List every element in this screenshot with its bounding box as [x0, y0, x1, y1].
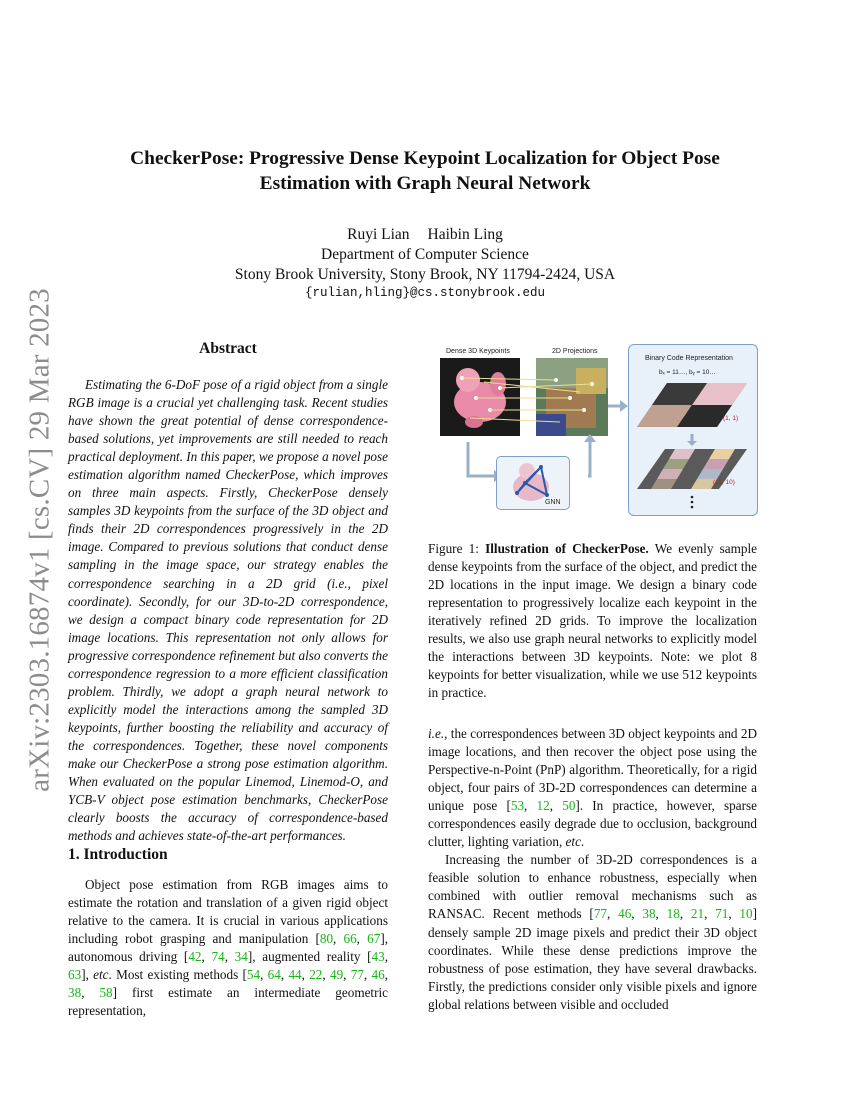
figure-1	[440, 344, 756, 514]
introduction-body	[68, 876, 388, 1020]
citation-link[interactable]: 80	[319, 931, 334, 947]
citation-link[interactable]: 67	[367, 931, 381, 947]
arxiv-identifier: arXiv:2303.16874v1 [cs.CV] 29 Mar 2023	[23, 288, 56, 792]
citation-link[interactable]: 49	[329, 967, 344, 983]
citation-link[interactable]: 74	[211, 949, 225, 965]
caption-bold-title: Illustration of CheckerPose.	[485, 541, 649, 556]
citation-link[interactable]: 63	[68, 967, 82, 983]
citation-link[interactable]: 77	[593, 906, 608, 922]
citation-link[interactable]: 34	[234, 949, 248, 965]
coarse-grid	[637, 383, 749, 429]
affiliation	[90, 245, 760, 285]
introduction-heading: 1. Introduction	[68, 846, 168, 863]
body-paragraph: i.e., the correspondences between 3D object keypoints and 2D image locations, and then recover the object pose using the Perspective-n-Point (PnP) algorithm. Theoretically, for a rigid object, four pairs of 3D-2D correspondences can determine a unique pose [53, 12, 50]. In practice, however, sparse correspondences easily degrade due to occlusion, background clutter, lighting variation, etc.	[428, 726, 758, 850]
figure-1-caption	[428, 540, 757, 702]
citation-link[interactable]: 43	[371, 949, 385, 965]
citation-link[interactable]: 64	[267, 967, 281, 983]
binary-code-values: bₓ = 11…, bᵧ = 10…	[659, 369, 716, 376]
caption-text: We evenly sample dense keypoints from the surface of the object, and predict the 2D locations in the input image. We design a binary code representation to progressively localize each keypoint in the iteratively refined 2D grids. To improve the localization results, we also use graph neural networks to explicitly model the interactions between 3D keypoints. Note: we plot 8 keypoints for better visualization, while we use 512 keypoints in practice.	[428, 541, 757, 701]
binary-code-panel	[628, 344, 758, 516]
citation-link[interactable]: 66	[343, 931, 357, 947]
citation-link[interactable]: 38	[642, 906, 656, 922]
gnn-module	[496, 456, 570, 510]
citation-link[interactable]: 12	[536, 798, 550, 814]
ellipsis-icon	[689, 495, 695, 509]
refined-grid-coordinate: (11, 10)	[713, 479, 735, 486]
affiliation-line: Department of Computer Science	[321, 246, 529, 263]
citation-link[interactable]: 58	[99, 985, 113, 1001]
citation-link[interactable]: 22	[309, 967, 323, 983]
affiliation-line: Stony Brook University, Stony Brook, NY 11794-2424, USA	[234, 266, 616, 283]
introduction-paragraph: Object pose estimation from RGB images aims to estimate the rotation and translation of a given rigid object relative to the camera. It is crucial in various applications including robot grasping and manipulation [80, 66, 67], autonomous driving [42, 74, 34], augmented reality [43, 63], etc. Most existing methods [54, 64, 44, 22, 49, 77, 46, 38, 58] first estimate an intermediate geometric representation,	[68, 877, 389, 1019]
citation-link[interactable]: 21	[690, 906, 705, 922]
gnn-label: GNN	[545, 499, 561, 506]
abstract-text: Estimating the 6-DoF pose of a rigid object from a single RGB image is a crucial yet challenging task. Recent studies have shown the great potential of dense correspondence-based solutions, yet improvements are still needed to reach practical deployment. In this paper, we propose a novel pose estimation algorithm named CheckerPose, which improves on three main aspects. Firstly, CheckerPose densely samples 3D keypoints from the surface of the 3D object and finds their 2D correspondences progressively in the 2D image. Compared to previous solutions that conduct dense sampling in the image space, our strategy enables the correspondence searching in a 2D grid (i.e., pixel coordinate). Secondly, for our 3D-to-2D correspondence, we design a compact binary code representation for 2D image locations. This representation not only allows for progressive correspondence refinement but also converts the correspondence regression to a more efficient classification problem. Thirdly, we adopt a graph neural network to explicitly model the interactions among the sampled 3D keypoints, further boosting the reliability and accuracy of the correspondences. Together, these novel components make our CheckerPose a strong pose estimation algorithm. When evaluated on the popular Linemod, Linemod-O, and YCB-V object pose estimation benchmarks, CheckerPose clearly boosts the accuracy of correspondence-based methods and achieves state-of-the-art performances.	[68, 377, 388, 844]
citation-link[interactable]: 54	[246, 967, 261, 983]
citation-link[interactable]: 38	[68, 985, 82, 1001]
citation-link[interactable]: 50	[562, 798, 576, 814]
coarse-grid-coordinate: (1, 1)	[723, 415, 739, 422]
figure-label-keypoints: Dense 3D Keypoints	[446, 348, 510, 355]
citation-link[interactable]: 53	[510, 798, 525, 814]
arxiv-stamp	[20, 290, 60, 790]
citation-link[interactable]: 10	[739, 906, 753, 922]
citation-link[interactable]: 42	[188, 949, 202, 965]
citation-link[interactable]: 18	[666, 906, 680, 922]
citation-link[interactable]: 77	[350, 967, 364, 983]
citation-link[interactable]: 46	[618, 906, 632, 922]
author-list	[90, 225, 760, 245]
abstract-body	[68, 376, 388, 845]
author-name: Haibin Ling	[427, 226, 503, 243]
paper-title: CheckerPose: Progressive Dense Keypoint Localization for Object Pose Estimation with Graph Neural Network	[130, 148, 720, 194]
figure-label-projections: 2D Projections	[552, 348, 598, 355]
caption-prefix: Figure 1:	[428, 541, 486, 556]
author-name: Ruyi Lian	[347, 226, 410, 243]
right-column-body	[428, 725, 757, 1014]
abstract-heading: Abstract	[199, 340, 257, 357]
citation-link[interactable]: 71	[715, 906, 729, 922]
body-paragraph: Increasing the number of 3D-2D correspondences is a feasible solution to enhance robustness, especially when combined with outlier removal mechanisms such as RANSAC. Recent methods [77, 46, 38, 18, 21, 71, 10] densely sample 2D image pixels and predict their 3D object coordinates. While these dense predictions improve the robustness of pose estimation, they have several drawbacks. Firstly, the predictions consider only visible pixels and ignore global relations between visible and occluded	[428, 852, 758, 1012]
binary-code-title: Binary Code Representation	[645, 355, 733, 362]
author-email: {rulian,hling}@cs.stonybrook.edu	[304, 286, 546, 300]
citation-link[interactable]: 44	[288, 967, 302, 983]
down-arrow-icon	[685, 433, 699, 447]
citation-link[interactable]: 46	[371, 967, 385, 983]
